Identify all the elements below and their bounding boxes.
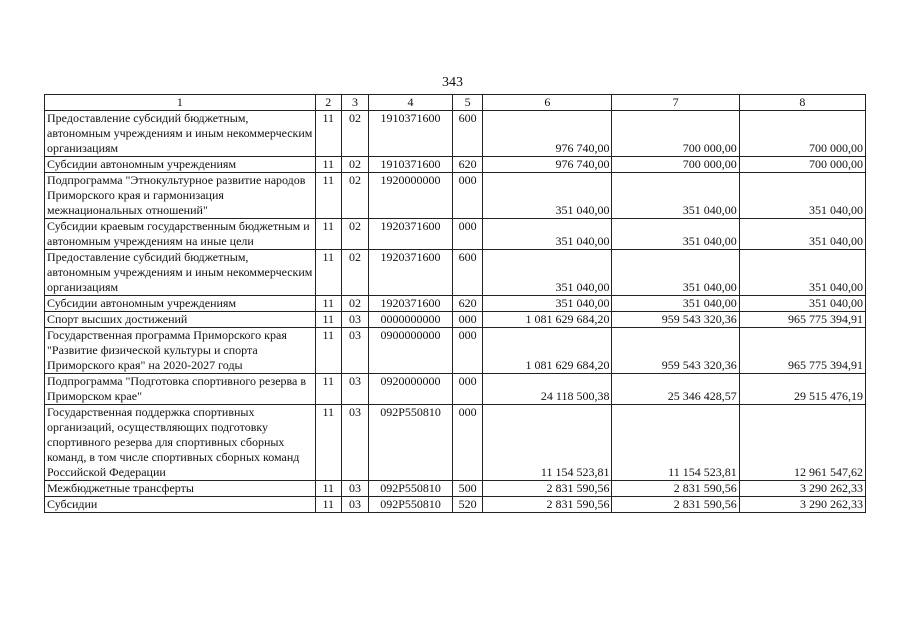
target-article-cell: 092P550810 [369, 405, 453, 481]
table-row [45, 374, 866, 405]
amount-col7-cell: 700 000,00 [612, 111, 739, 157]
table-row [45, 250, 866, 296]
target-article-cell: 092P550810 [369, 497, 453, 513]
amount-col7-cell: 2 831 590,56 [612, 481, 739, 497]
subsection-code-cell: 02 [341, 296, 368, 312]
expense-type-cell: 620 [452, 157, 482, 173]
subsection-code-cell: 02 [341, 111, 368, 157]
table-row [45, 219, 866, 250]
column-header: 3 [341, 95, 368, 111]
page-number: 343 [442, 75, 463, 90]
expense-type-cell: 000 [452, 219, 482, 250]
amount-col7-cell: 959 543 320,36 [612, 312, 739, 328]
table-row [45, 405, 866, 481]
row-name-cell: Межбюджетные трансферты [45, 481, 316, 497]
amount-col7-cell: 11 154 523,81 [612, 405, 739, 481]
target-article-cell: 1910371600 [369, 111, 453, 157]
expense-type-cell: 600 [452, 111, 482, 157]
table-row [45, 312, 866, 328]
subsection-code-cell: 03 [341, 497, 368, 513]
row-name-cell: Спорт высших достижений [45, 312, 316, 328]
table-row [45, 481, 866, 497]
column-header: 5 [452, 95, 482, 111]
section-code-cell: 11 [315, 328, 341, 374]
amount-col7-cell: 351 040,00 [612, 250, 739, 296]
amount-col8-cell: 3 290 262,33 [739, 497, 865, 513]
target-article-cell: 1920371600 [369, 296, 453, 312]
target-article-cell: 1920371600 [369, 219, 453, 250]
section-code-cell: 11 [315, 481, 341, 497]
subsection-code-cell: 03 [341, 312, 368, 328]
target-article-cell: 0900000000 [369, 328, 453, 374]
expense-type-cell: 000 [452, 312, 482, 328]
row-name-cell: Субсидии автономным учреждениям [45, 296, 316, 312]
amount-col7-cell: 959 543 320,36 [612, 328, 739, 374]
expense-type-cell: 000 [452, 374, 482, 405]
section-code-cell: 11 [315, 250, 341, 296]
subsection-code-cell: 02 [341, 173, 368, 219]
target-article-cell: 0920000000 [369, 374, 453, 405]
expense-type-cell: 520 [452, 497, 482, 513]
column-header: 7 [612, 95, 739, 111]
amount-col7-cell: 351 040,00 [612, 173, 739, 219]
subsection-code-cell: 03 [341, 374, 368, 405]
table-row [45, 497, 866, 513]
section-code-cell: 11 [315, 497, 341, 513]
row-name-cell: Подпрограмма "Этнокультурное развитие народов Приморского края и гармонизация межнациональных отношений" [45, 173, 316, 219]
amount-col6-cell: 351 040,00 [483, 296, 612, 312]
amount-col6-cell: 1 081 629 684,20 [483, 328, 612, 374]
row-name-cell: Предоставление субсидий бюджетным, автономным учреждениям и иным некоммерческим организациям [45, 111, 316, 157]
section-code-cell: 11 [315, 173, 341, 219]
budget-table [44, 94, 866, 513]
amount-col6-cell: 2 831 590,56 [483, 481, 612, 497]
target-article-cell: 092P550810 [369, 481, 453, 497]
section-code-cell: 11 [315, 296, 341, 312]
table-row [45, 111, 866, 157]
expense-type-cell: 620 [452, 296, 482, 312]
amount-col7-cell: 351 040,00 [612, 296, 739, 312]
section-code-cell: 11 [315, 374, 341, 405]
section-code-cell: 11 [315, 157, 341, 173]
row-name-cell: Государственная поддержка спортивных организаций, осуществляющих подготовку спортивного резерва для спортивных сборных команд, в том числе спортивных сборных команд Российской Федерации [45, 405, 316, 481]
subsection-code-cell: 02 [341, 250, 368, 296]
target-article-cell: 0000000000 [369, 312, 453, 328]
amount-col7-cell: 700 000,00 [612, 157, 739, 173]
subsection-code-cell: 03 [341, 481, 368, 497]
subsection-code-cell: 02 [341, 219, 368, 250]
section-code-cell: 11 [315, 111, 341, 157]
column-header: 6 [483, 95, 612, 111]
amount-col6-cell: 11 154 523,81 [483, 405, 612, 481]
amount-col8-cell: 965 775 394,91 [739, 328, 865, 374]
amount-col8-cell: 29 515 476,19 [739, 374, 865, 405]
amount-col7-cell: 2 831 590,56 [612, 497, 739, 513]
section-code-cell: 11 [315, 219, 341, 250]
row-name-cell: Субсидии краевым государственным бюджетным и автономным учреждениям на иные цели [45, 219, 316, 250]
column-header: 8 [739, 95, 865, 111]
table-row [45, 296, 866, 312]
row-name-cell: Предоставление субсидий бюджетным, автономным учреждениям и иным некоммерческим организациям [45, 250, 316, 296]
amount-col8-cell: 3 290 262,33 [739, 481, 865, 497]
column-header: 1 [45, 95, 316, 111]
amount-col8-cell: 351 040,00 [739, 173, 865, 219]
amount-col8-cell: 700 000,00 [739, 157, 865, 173]
table-row [45, 328, 866, 374]
amount-col6-cell: 2 831 590,56 [483, 497, 612, 513]
expense-type-cell: 000 [452, 173, 482, 219]
target-article-cell: 1920371600 [369, 250, 453, 296]
column-header: 2 [315, 95, 341, 111]
row-name-cell: Государственная программа Приморского края "Развитие физической культуры и спорта Приморского края" на 2020-2027 годы [45, 328, 316, 374]
subsection-code-cell: 02 [341, 157, 368, 173]
amount-col6-cell: 351 040,00 [483, 250, 612, 296]
amount-col7-cell: 351 040,00 [612, 219, 739, 250]
amount-col8-cell: 351 040,00 [739, 296, 865, 312]
amount-col6-cell: 1 081 629 684,20 [483, 312, 612, 328]
amount-col8-cell: 700 000,00 [739, 111, 865, 157]
amount-col6-cell: 24 118 500,38 [483, 374, 612, 405]
expense-type-cell: 600 [452, 250, 482, 296]
amount-col8-cell: 965 775 394,91 [739, 312, 865, 328]
table-header-row [45, 95, 866, 111]
row-name-cell: Субсидии [45, 497, 316, 513]
row-name-cell: Подпрограмма "Подготовка спортивного резерва в Приморском крае" [45, 374, 316, 405]
amount-col6-cell: 976 740,00 [483, 111, 612, 157]
amount-col6-cell: 351 040,00 [483, 219, 612, 250]
target-article-cell: 1910371600 [369, 157, 453, 173]
expense-type-cell: 000 [452, 405, 482, 481]
expense-type-cell: 000 [452, 328, 482, 374]
subsection-code-cell: 03 [341, 328, 368, 374]
amount-col6-cell: 976 740,00 [483, 157, 612, 173]
section-code-cell: 11 [315, 312, 341, 328]
section-code-cell: 11 [315, 405, 341, 481]
amount-col8-cell: 351 040,00 [739, 250, 865, 296]
amount-col7-cell: 25 346 428,57 [612, 374, 739, 405]
amount-col6-cell: 351 040,00 [483, 173, 612, 219]
table-body [45, 111, 866, 513]
column-header: 4 [369, 95, 453, 111]
table-row [45, 157, 866, 173]
row-name-cell: Субсидии автономным учреждениям [45, 157, 316, 173]
amount-col8-cell: 12 961 547,62 [739, 405, 865, 481]
subsection-code-cell: 03 [341, 405, 368, 481]
amount-col8-cell: 351 040,00 [739, 219, 865, 250]
expense-type-cell: 500 [452, 481, 482, 497]
target-article-cell: 1920000000 [369, 173, 453, 219]
table-row [45, 173, 866, 219]
